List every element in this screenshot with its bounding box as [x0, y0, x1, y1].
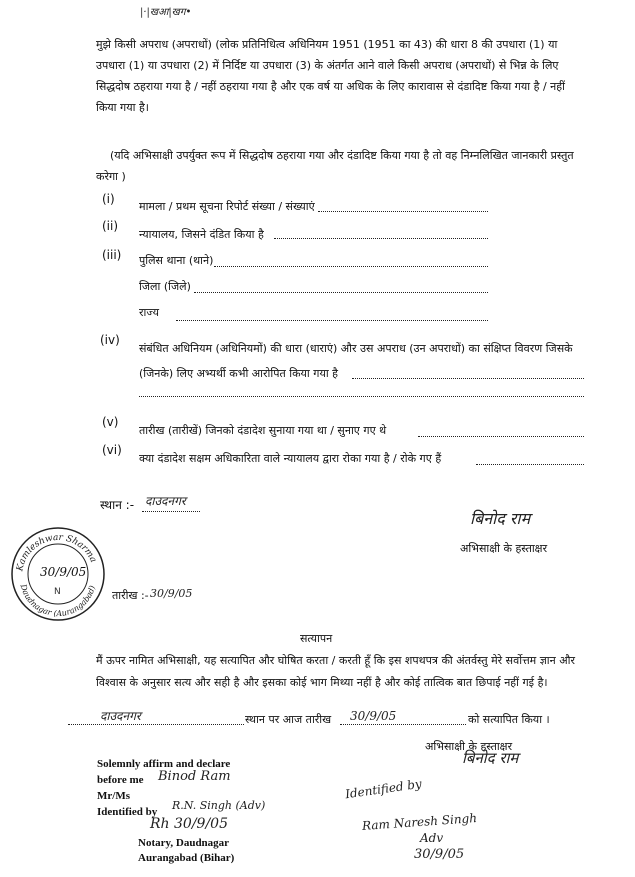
- item-ii-number: (ii): [102, 219, 119, 233]
- notary-line-5: Notary, Daudnagar: [138, 837, 230, 849]
- identifier-line-4: 30/9/05: [414, 847, 465, 862]
- item-iv-line1: संबंधित अधिनियम (अधिनियमों) की धारा (धाराएं) और उस अपराध (उन अपराधों) का संक्षिप्त विवरण जिसके: [139, 342, 573, 355]
- item-v-number: (v): [102, 415, 119, 429]
- verification-heading: सत्यापन: [300, 632, 333, 645]
- item-iv-blank-1[interactable]: [352, 378, 584, 379]
- item-iv-blank-2[interactable]: [139, 396, 584, 397]
- verification-date-blank: [340, 724, 466, 725]
- verification-end-text: को सत्यापित किया ।: [468, 713, 550, 726]
- stamp-date: 30/9/05: [40, 565, 87, 579]
- top-mark: |·|खआ|खग•: [140, 7, 192, 18]
- declaration-paragraph: मुझे किसी अपराध (अपराधों) (लोक प्रतिनिधित्व अधिनियम 1951 (1951 का 43) की धारा 8 की उपधारा (1) या उपधारा (1) या उपधारा (2) में निर्दिष्ट या उपधारा (3) के अंतर्गत आने वाले किसी अपराध (अपराधों) से भिन्न के लिए सिद्धदोष ठहराया गया है / नहीं ठहराया गया है और एक वर्ष या अधिक के लिए कारावास से दंडादिष्ट किया गया है / नहीं किया गया है।: [96, 38, 565, 114]
- notary-line-1: Solemnly affirm and declare: [97, 758, 231, 770]
- item-vi-blank[interactable]: [476, 464, 584, 465]
- item-v-blank[interactable]: [418, 436, 584, 437]
- place-label: स्थान :-: [100, 498, 135, 512]
- notary-line-4: Identified by: [97, 806, 158, 818]
- verification-paragraph: मैं ऊपर नामित अभिसाक्षी, यह सत्यापित और घोषित करता / करती हूँ कि इस शपथपत्र की अंतर्वस्तु मेरे सर्वोत्तम ज्ञान और विश्वास के अनुसार सत्य और सही है और इसका कोई भाग मिथ्या नहीं है और कोई तात्विक बात छिपाई नहीं गई है।: [96, 654, 576, 689]
- notary-stamp: [6, 520, 110, 624]
- stamp-mid: N: [54, 587, 61, 597]
- item-iii-district-label: जिला (जिले): [139, 280, 191, 293]
- applicant-signature: बिनोद राम: [470, 509, 531, 528]
- notary-line-3: Mr/Ms: [97, 790, 130, 802]
- verification-place-value: दाउदनगर: [100, 709, 141, 723]
- date-label: तारीख :-: [112, 589, 149, 602]
- notary-line-6: Aurangabad (Bihar): [138, 852, 235, 864]
- place-value: दाउदनगर: [145, 494, 186, 508]
- signature-caption: अभिसाक्षी के हस्ताक्षर: [460, 542, 548, 555]
- item-ii-label: न्यायालय, जिसने दंडित किया है: [139, 228, 264, 241]
- item-iii-label: पुलिस थाना (थाने): [139, 254, 214, 267]
- item-i-number: (i): [102, 192, 115, 206]
- verification-date-value: 30/9/05: [350, 709, 397, 723]
- verification-mid-text: स्थान पर आज तारीख: [245, 713, 332, 726]
- notary-identified-hand: R.N. Singh (Adv): [172, 799, 266, 812]
- date-value: 30/9/05: [150, 587, 193, 600]
- item-i-label: मामला / प्रथम सूचना रिपोर्ट संख्या / संख्याएं: [139, 200, 315, 213]
- item-iii-state-label: राज्य: [139, 306, 160, 319]
- item-iii-state-blank[interactable]: [176, 320, 488, 321]
- item-vi-label: क्या दंडादेश सक्षम अधिकारिता वाले न्यायालय द्वारा रोका गया है / रोके गए हैं: [139, 452, 442, 465]
- item-iv-line2: (जिनके) लिए अभ्यर्थी कभी आरोपित किया गया है: [139, 367, 339, 380]
- item-iii-number: (iii): [102, 248, 122, 262]
- item-v-label: तारीख (तारीखें) जिनको दंडादेश सुनाया गया था / सुनाए गए थे: [139, 424, 387, 437]
- applicant-signature-2: बिनोद राम: [462, 749, 519, 767]
- item-i-blank[interactable]: [318, 211, 488, 212]
- verification-place-blank: [68, 724, 244, 725]
- place-underline: [142, 511, 200, 512]
- item-vi-number: (vi): [102, 443, 122, 457]
- item-iii-district-blank[interactable]: [194, 292, 488, 293]
- notary-name-hand: Binod Ram: [158, 769, 231, 784]
- condition-paragraph: (यदि अभिसाक्षी उपर्युक्त रूप में सिद्धदोष ठहराया गया और दंडादिष्ट किया गया है तो वह निम्नलिखित जानकारी प्रस्तुत करेगा ): [96, 149, 574, 183]
- stamp-top-text: Kamleshwar Sharma: [15, 532, 99, 573]
- item-iv-number: (iv): [100, 333, 120, 347]
- identifier-line-2: Ram Naresh Singh: [361, 811, 478, 833]
- stamp-bottom-text: Daudnagar (Aurangabad): [18, 583, 98, 619]
- signature2-caption: अभिसाक्षी के हस्ताक्षर: [425, 740, 513, 753]
- item-ii-blank[interactable]: [274, 238, 488, 239]
- identifier-line-1: Identified by: [344, 776, 423, 802]
- notary-sign-hand: Rh 30/9/05: [150, 816, 228, 832]
- item-iii-station-blank[interactable]: [214, 266, 488, 267]
- notary-line-2: before me: [97, 774, 144, 786]
- identifier-line-3: Adv: [420, 831, 444, 845]
